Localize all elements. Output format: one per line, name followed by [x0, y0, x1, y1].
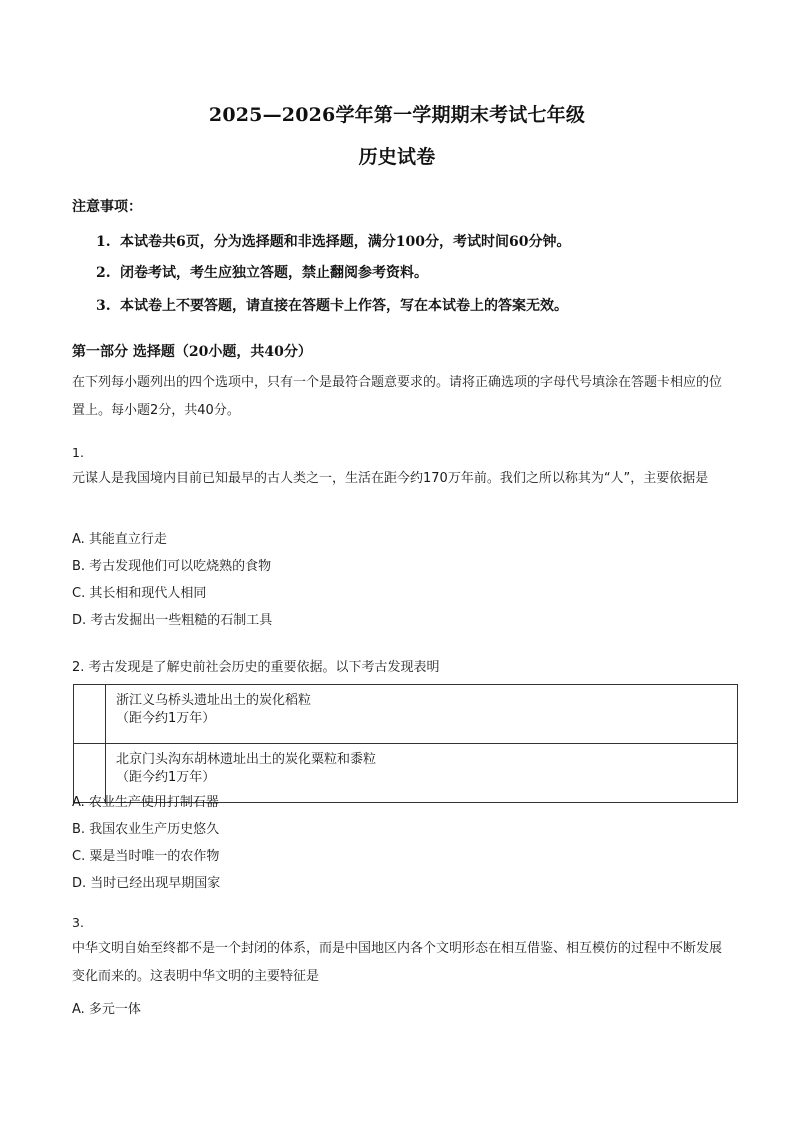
question-number: 3. [72, 915, 84, 930]
question-number: 1. [72, 445, 84, 460]
option-a: A. 多元一体 [72, 1002, 141, 1017]
notice-item [96, 231, 570, 251]
option-c: C. 粟是当时唯一的农作物 [72, 849, 220, 864]
evidence-table [73, 684, 738, 803]
option-d: D. 考古发掘出一些粗糙的石制工具 [72, 613, 273, 628]
finding-date: （距今约1万年） [116, 770, 216, 785]
notice-item-number: 1. [96, 234, 111, 250]
table-cell-blank [74, 685, 106, 744]
notice-item-text: 本试卷上不要答题，请直接在答题卡上作答，写在本试卷上的答案无效。 [120, 298, 568, 314]
notice-item [96, 262, 428, 282]
finding-text: 浙江义乌桥头遗址出土的炭化稻粒 [116, 693, 312, 708]
exam-title: 2025—2026学年第一学期期末考试七年级 [208, 104, 586, 126]
section-title: 第一部分 选择题（20小题，共40分） [72, 344, 312, 360]
notice-heading: 注意事项： [72, 199, 142, 215]
option-b: B. 考古发现他们可以吃烧熟的食物 [72, 559, 272, 574]
exam-subject: 历史试卷 [358, 146, 436, 168]
question-stem: 元谋人是我国境内目前已知最早的古人类之一，生活在距今约170万年前。我们之所以称其为“人”，主要依据是 [72, 471, 709, 486]
option-c: C. 其长相和现代人相同 [72, 586, 207, 601]
finding-text: 北京门头沟东胡林遗址出土的炭化粟粒和黍粒 [116, 752, 377, 767]
option-a: A. 农业生产使用打制石器 [72, 795, 219, 810]
notice-item-text: 闭卷考试，考生应独立答题，禁止翻阅参考资料。 [120, 265, 428, 281]
question-stem: 2. 考古发现是了解史前社会历史的重要依据。以下考古发现表明 [72, 660, 440, 675]
table-row [74, 685, 738, 744]
notice-item-text: 本试卷共6页，分为选择题和非选择题，满分100分，考试时间60分钟。 [120, 234, 571, 250]
notice-item-number: 3. [96, 298, 111, 314]
section-instructions: 在下列每小题列出的四个选项中，只有一个是最符合题意要求的。请将正确选项的字母代号填涂在答题卡相应的位置上。每小题2分，共40分。 [72, 375, 723, 418]
option-a: A. 其能直立行走 [72, 532, 167, 547]
finding-date: （距今约1万年） [116, 711, 216, 726]
notice-item-number: 2. [96, 265, 111, 281]
table-cell [106, 685, 738, 744]
option-b: B. 我国农业生产历史悠久 [72, 822, 220, 837]
question-stem: 中华文明自始至终都不是一个封闭的体系，而是中国地区内各个文明形态在相互借鉴、相互模仿的过程中不断发展变化而来的。这表明中华文明的主要特征是 [72, 941, 723, 984]
option-d: D. 当时已经出现早期国家 [72, 876, 221, 891]
notice-item [96, 295, 568, 315]
